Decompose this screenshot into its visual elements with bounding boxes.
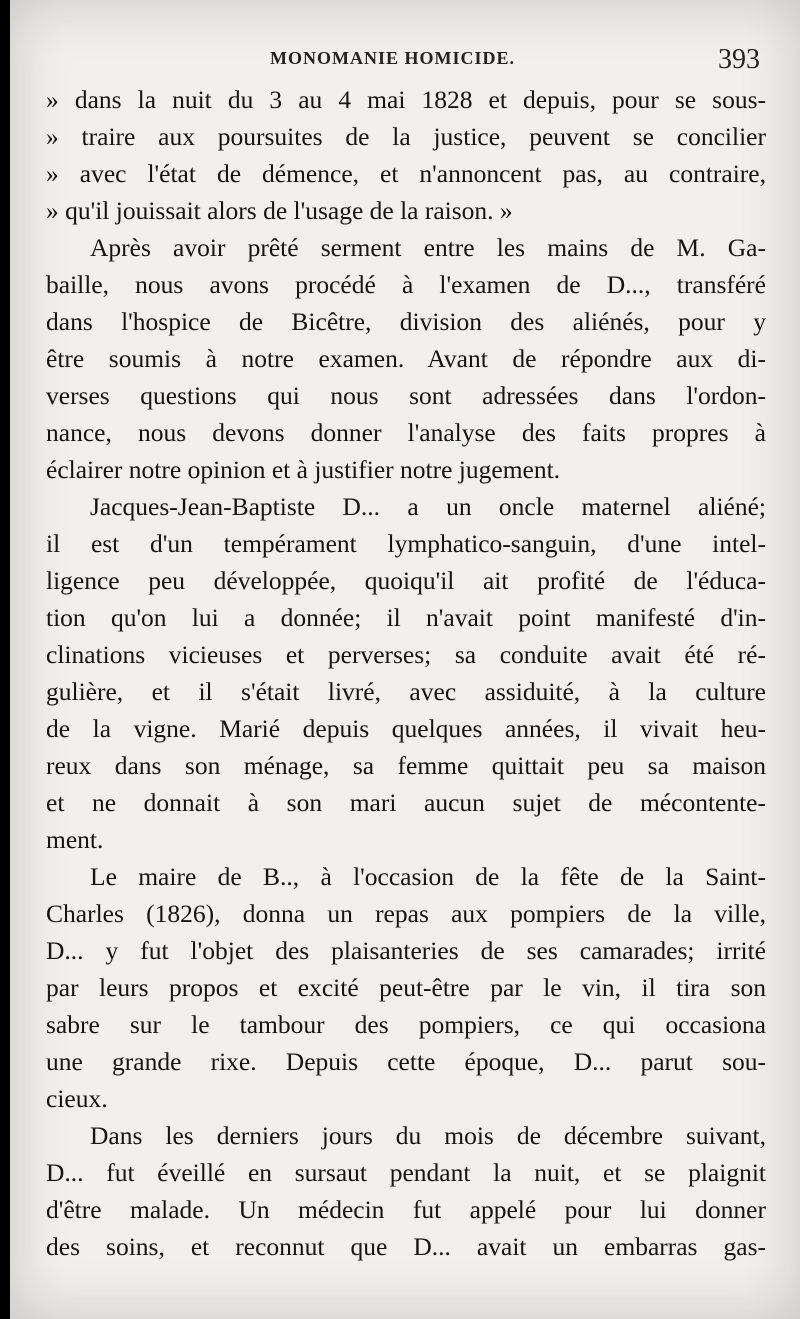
text-line: baille, nous avons procédé à l'examen de D..., transféré <box>46 270 766 299</box>
text-line: cieux. <box>46 1084 108 1113</box>
text-line: Jacques-Jean-Baptiste D... a un oncle maternel aliéné; <box>90 492 766 521</box>
book-page <box>10 0 800 1319</box>
page-header <box>10 44 800 74</box>
text-line: » traire aux poursuites de la justice, peuvent se concilier <box>46 122 766 151</box>
text-line: il est d'un tempérament lymphatico-sanguin, d'une intel- <box>46 529 766 558</box>
text-line: » avec l'état de démence, et n'annoncent pas, au contraire, <box>46 159 766 188</box>
text-line: reux dans son ménage, sa femme quittait peu sa maison <box>46 751 766 780</box>
text-line: Dans les derniers jours du mois de décembre suivant, <box>90 1121 766 1150</box>
running-title: MONOMANIE HOMICIDE. <box>270 48 515 68</box>
text-line: Charles (1826), donna un repas aux pompiers de la ville, <box>46 899 766 928</box>
text-line: D... y fut l'objet des plaisanteries de ses camarades; irrité <box>46 936 766 965</box>
text-line: verses questions qui nous sont adressées dans l'ordon- <box>46 381 766 410</box>
text-line: clinations vicieuses et perverses; sa conduite avait été ré- <box>46 640 766 669</box>
text-line: D... fut éveillé en sursaut pendant la nuit, et se plaignit <box>46 1158 766 1187</box>
text-line: des soins, et reconnut que D... avait un embarras gas- <box>46 1232 766 1261</box>
text-line: d'être malade. Un médecin fut appelé pour lui donner <box>46 1195 766 1224</box>
text-line: ligence peu développée, quoiqu'il ait profité de l'éduca- <box>46 566 766 595</box>
text-line: et ne donnait à son mari aucun sujet de mécontente- <box>46 788 766 817</box>
text-line: tion qu'on lui a donnée; il n'avait point manifesté d'in- <box>46 603 766 632</box>
text-line: Après avoir prêté serment entre les mains de M. Ga- <box>90 233 766 262</box>
text-line: nance, nous devons donner l'analyse des faits propres à <box>46 418 766 447</box>
text-line: gulière, et il s'était livré, avec assiduité, à la culture <box>46 677 766 706</box>
text-line: Le maire de B.., à l'occasion de la fête de la Saint- <box>90 862 766 891</box>
text-line: dans l'hospice de Bicêtre, division des aliénés, pour y <box>46 307 766 336</box>
text-line: » dans la nuit du 3 au 4 mai 1828 et depuis, pour se sous- <box>46 85 766 114</box>
text-line: une grande rixe. Depuis cette époque, D... parut sou- <box>46 1047 766 1076</box>
text-line: de la vigne. Marié depuis quelques années, il vivait heu- <box>46 714 766 743</box>
text-line: éclairer notre opinion et à justifier notre jugement. <box>46 455 561 484</box>
text-line: ment. <box>46 825 104 854</box>
text-line: être soumis à notre examen. Avant de répondre aux di- <box>46 344 766 373</box>
text-line: sabre sur le tambour des pompiers, ce qui occasiona <box>46 1010 766 1039</box>
text-line: par leurs propos et excité peut-être par le vin, il tira son <box>46 973 766 1002</box>
page-number: 393 <box>718 44 760 75</box>
text-line: » qu'il jouissait alors de l'usage de la raison. » <box>46 196 513 225</box>
